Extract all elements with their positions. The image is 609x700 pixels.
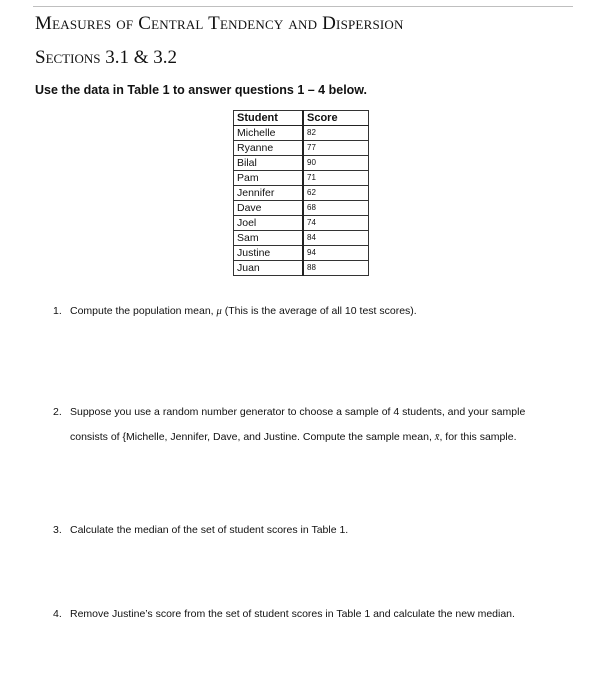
table-row bbox=[234, 141, 369, 156]
student-score: 68 bbox=[303, 201, 369, 216]
question-3 bbox=[53, 524, 348, 536]
student-name: Ryanne bbox=[234, 141, 304, 156]
student-score: 74 bbox=[303, 216, 369, 231]
column-header-score: Score bbox=[303, 111, 369, 126]
question-2 bbox=[53, 406, 525, 418]
student-score: 71 bbox=[303, 171, 369, 186]
question-1 bbox=[53, 305, 417, 317]
student-name: Joel bbox=[234, 216, 304, 231]
table-row bbox=[234, 216, 369, 231]
student-score: 82 bbox=[303, 126, 369, 141]
table-row bbox=[234, 126, 369, 141]
student-score: 84 bbox=[303, 231, 369, 246]
mu-symbol: μ bbox=[216, 306, 222, 317]
student-name: Juan bbox=[234, 261, 304, 276]
instruction-text: Use the data in Table 1 to answer questions 1 – 4 below. bbox=[35, 83, 368, 97]
question-number: 1. bbox=[53, 305, 62, 317]
question-text: Remove Justine’s score from the set of student scores in Table 1 and calculate the new median. bbox=[70, 608, 515, 620]
student-score: 94 bbox=[303, 246, 369, 261]
table-row bbox=[234, 261, 369, 276]
table-header-row bbox=[234, 111, 369, 126]
question-4 bbox=[53, 608, 515, 620]
question-number: 2. bbox=[53, 406, 62, 418]
question-text-continued: consists of {Michelle, Jennifer, Dave, and Justine. Compute the sample mean, bbox=[70, 431, 435, 443]
top-rule bbox=[33, 6, 573, 7]
table-row bbox=[234, 201, 369, 216]
student-name: Pam bbox=[234, 171, 304, 186]
table-row bbox=[234, 171, 369, 186]
question-2-line-2 bbox=[70, 431, 516, 443]
question-text-end: , for this sample. bbox=[439, 431, 517, 443]
student-name: Justine bbox=[234, 246, 304, 261]
student-name: Bilal bbox=[234, 156, 304, 171]
table-row bbox=[234, 186, 369, 201]
table-row bbox=[234, 156, 369, 171]
student-name: Sam bbox=[234, 231, 304, 246]
student-score: 90 bbox=[303, 156, 369, 171]
page-title: Measures of Central Tendency and Dispersion bbox=[35, 13, 404, 34]
question-number: 3. bbox=[53, 524, 62, 536]
x-bar-symbol: x̄ bbox=[434, 432, 440, 443]
question-number: 4. bbox=[53, 608, 62, 620]
question-text-continued: (This is the average of all 10 test scores). bbox=[221, 305, 417, 317]
student-score: 77 bbox=[303, 141, 369, 156]
question-text: Compute the population mean, bbox=[70, 305, 217, 317]
student-name: Jennifer bbox=[234, 186, 304, 201]
column-header-student: Student bbox=[234, 111, 304, 126]
student-score: 62 bbox=[303, 186, 369, 201]
page-subtitle: Sections 3.1 & 3.2 bbox=[35, 47, 177, 68]
student-score: 88 bbox=[303, 261, 369, 276]
student-name: Michelle bbox=[234, 126, 304, 141]
scores-table bbox=[233, 110, 369, 276]
table-row bbox=[234, 231, 369, 246]
question-text: Calculate the median of the set of student scores in Table 1. bbox=[70, 524, 349, 536]
question-text: Suppose you use a random number generator to choose a sample of 4 students, and your sample bbox=[70, 406, 526, 418]
student-name: Dave bbox=[234, 201, 304, 216]
table-row bbox=[234, 246, 369, 261]
